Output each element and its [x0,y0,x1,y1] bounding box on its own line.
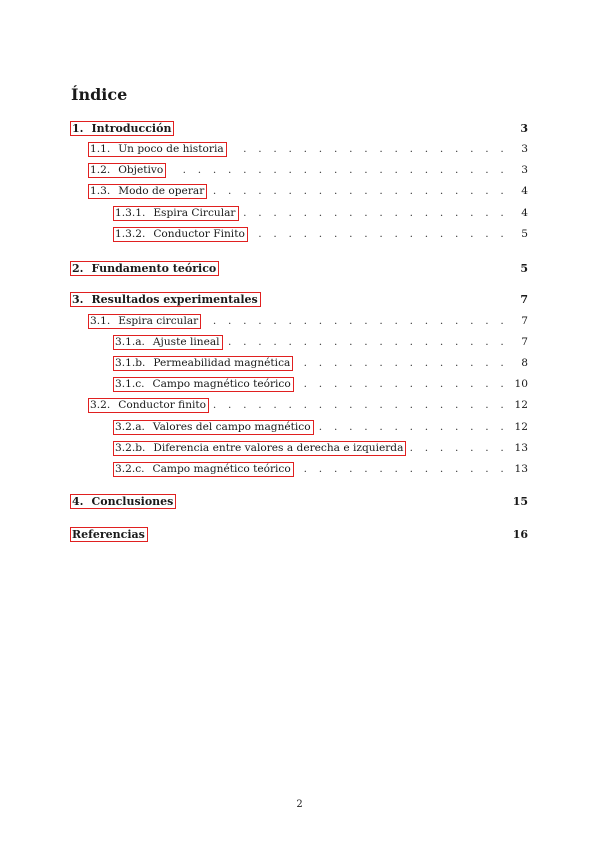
page-title: Índice [71,85,128,104]
toc-entry-number: 3.2. [90,398,111,411]
toc-page-number: 3 [521,143,528,155]
toc-page-number: 7 [521,315,528,327]
toc-entry-label: Campo magnético teórico [152,462,291,475]
toc-dot-leader [410,442,508,454]
toc-entry-number: 3.1.a. [115,335,145,348]
toc-link[interactable] [113,420,314,435]
toc-entry-label: Referencias [72,527,145,541]
toc-dot-leader [298,378,508,390]
toc-page-number: 4 [521,185,528,197]
toc-entry [0,313,599,329]
toc-dot-leader [243,207,509,219]
toc-entry [0,376,599,392]
toc-dot-leader [205,315,508,327]
toc-entry-label: Ajuste lineal [152,335,220,348]
toc-page-number: 7 [521,336,528,348]
toc-link[interactable] [113,227,248,242]
toc-link[interactable] [88,314,201,329]
toc-entry [0,461,599,477]
toc-entry-label: Modo de operar [118,184,205,197]
toc-link[interactable] [113,206,239,221]
toc-entry [0,526,599,542]
toc-dot-leader [211,185,508,197]
toc-entry [0,226,599,242]
toc-link[interactable] [70,527,148,542]
toc-entry-label: Conclusiones [91,494,174,508]
toc-entry [0,440,599,456]
toc-page-number: 12 [514,399,528,411]
toc-entry-number: 3.2.b. [115,441,146,454]
toc-entry [0,260,599,276]
toc-entry [0,141,599,157]
toc-page-number: 5 [521,228,528,240]
toc-link[interactable] [88,398,209,413]
toc-entry [0,183,599,199]
toc-link[interactable] [113,462,294,477]
page-number: 2 [296,799,303,810]
toc-page-number: 16 [512,527,528,541]
toc-entry [0,120,599,136]
toc-link[interactable] [113,441,406,456]
toc-entry-label: Fundamento teórico [91,261,217,275]
toc-page-number: 12 [514,421,528,433]
toc-entry [0,355,599,371]
toc-entry-number: 1.3.1. [115,206,146,219]
toc-page-number: 4 [521,207,528,219]
toc-entry [0,162,599,178]
toc-entry-number: 1.2. [90,163,111,176]
toc-entry-number: 3.2.c. [115,462,145,475]
toc-entry [0,334,599,350]
toc-entry [0,419,599,435]
toc-dot-leader [213,399,508,411]
toc-dot-leader [252,228,508,240]
toc-entry-number: 2. [72,261,84,275]
toc-link[interactable] [113,377,294,392]
toc-dot-leader [318,421,508,433]
toc-link[interactable] [88,163,166,178]
toc-entry [0,397,599,413]
toc-link[interactable] [70,121,174,136]
toc-link[interactable] [113,335,223,350]
toc-dot-leader [170,164,508,176]
toc-page-number: 13 [514,463,528,475]
toc-entry-label: Conductor Finito [153,227,245,240]
toc-entry-number: 1. [72,121,84,135]
toc-entry-label: Introducción [91,121,172,135]
toc-entry-number: 1.3. [90,184,111,197]
toc-entry-label: Espira circular [118,314,199,327]
toc-entry-number: 3.1.b. [115,356,146,369]
toc-page-number: 10 [514,378,528,390]
toc-link[interactable] [88,142,227,157]
toc-entry [0,493,599,509]
toc-dot-leader [231,143,508,155]
toc-entry-number: 3.1. [90,314,111,327]
toc-link[interactable] [70,292,261,307]
toc-entry-label: Espira Circular [153,206,236,219]
toc-entry-label: Diferencia entre valores a derecha e izquierda [153,441,404,454]
toc-entry [0,205,599,221]
toc-entry-label: Conductor finito [118,398,207,411]
toc-page-number: 8 [521,357,528,369]
toc-entry-number: 3.2.a. [115,420,145,433]
toc-dot-leader [297,357,508,369]
toc-entry-label: Un poco de historia [118,142,224,155]
toc-page-number: 13 [514,442,528,454]
toc-page-number: 3 [521,164,528,176]
toc-page-number: 3 [520,121,528,135]
toc-entry-number: 3.1.c. [115,377,145,390]
toc-dot-leader [298,463,508,475]
toc-entry-number: 4. [72,494,84,508]
toc-link[interactable] [70,261,219,276]
toc-entry-label: Resultados experimentales [91,292,258,306]
toc-entry-label: Permeabilidad magnética [153,356,291,369]
toc-entry-label: Objetivo [118,163,164,176]
toc-page-number: 5 [520,261,528,275]
toc-entry-number: 1.1. [90,142,111,155]
toc-link[interactable] [70,494,176,509]
toc-page-number: 7 [520,292,528,306]
toc-entry [0,291,599,307]
toc-page-number: 15 [512,494,528,508]
toc-link[interactable] [113,356,293,371]
toc-link[interactable] [88,184,207,199]
toc-entry-label: Valores del campo magnético [152,420,311,433]
toc-dot-leader [227,336,508,348]
toc-entry-label: Campo magnético teórico [152,377,291,390]
toc-entry-number: 1.3.2. [115,227,146,240]
toc-entry-number: 3. [72,292,84,306]
